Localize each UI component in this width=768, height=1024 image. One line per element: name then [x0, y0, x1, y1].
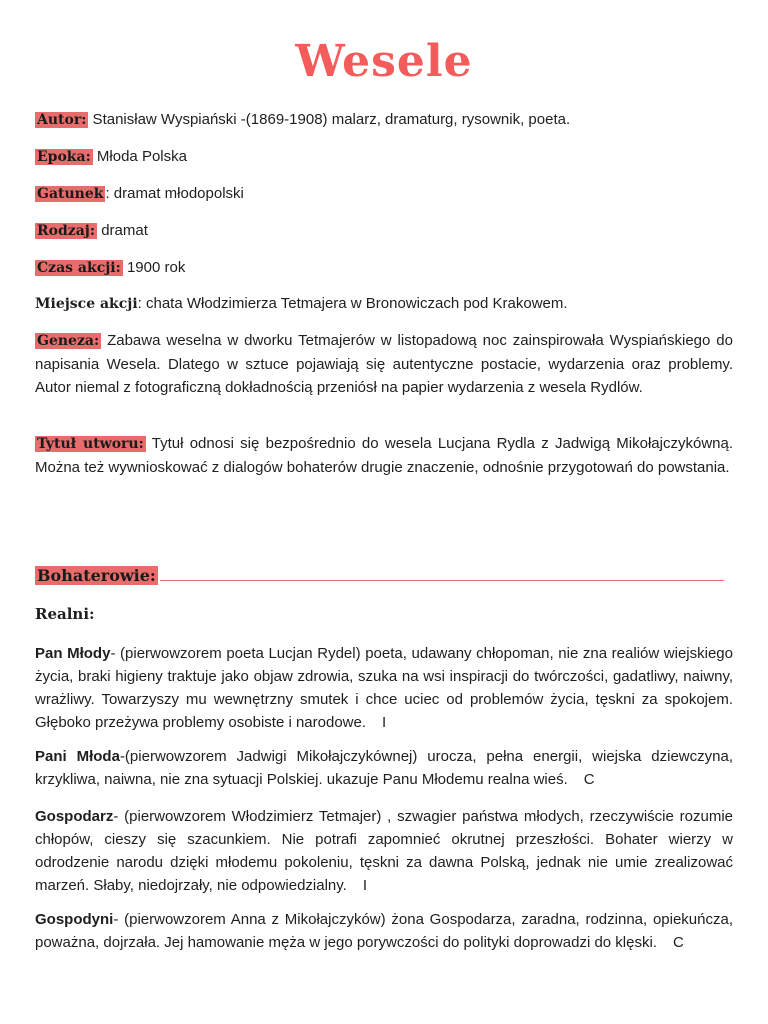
field-geneza — [35, 329, 733, 399]
field-label: Epoka: — [37, 149, 91, 165]
character-mark: I — [362, 877, 368, 894]
character-description: - (pierwowzorem Anna z Mikołajczyków) żona Gospodarza, zaradna, rodzinna, opiekuńcza, poważna, dojrzała. Jej hamowanie męża w jego porywczości do polityki doprowadzi do klęski. — [35, 911, 733, 951]
field-value: Stanisław Wyspiański -(1869-1908) malarz, dramaturg, rysownik, poeta. — [88, 111, 571, 128]
field-value: : dramat młodopolski — [105, 185, 244, 202]
field-value: dramat — [97, 222, 148, 239]
field-label: Geneza: — [37, 333, 100, 349]
field-value: Młoda Polska — [92, 148, 187, 165]
subheading: Realni: — [35, 605, 95, 623]
field-label: Tytuł utworu: — [37, 436, 144, 452]
character-entry — [35, 805, 733, 897]
character-name: Gospodarz — [35, 808, 114, 825]
field-epoka — [35, 145, 733, 169]
field-value: Tytuł odnosi się bezpośrednio do wesela Lucjana Rydla z Jadwigą Mikołajczykówną. Można też wywnioskować z dialogów bohaterów drugie znaczenie, odnośnie przygotowań do powstania. — [35, 435, 733, 476]
character-description: -(pierwowzorem Jadwigi Mikołajczykównej) urocza, pełna energii, wiejska dziewczyna, krzykliwa, naiwna, nie zna sytuacji Polskiej. ukazuje Panu Młodemu realna wieś. — [35, 748, 733, 788]
field-value: : chata Włodzimierza Tetmajera w Bronowiczach pod Krakowem. — [137, 295, 568, 312]
character-name: Pani Młoda — [35, 748, 120, 765]
character-entry — [35, 908, 733, 954]
field-autor — [35, 108, 733, 132]
field-label: Autor: — [37, 112, 87, 128]
field-miejsce-akcji — [35, 292, 733, 316]
section-label: Bohaterowie: — [37, 566, 156, 585]
field-value: 1900 rok — [122, 259, 186, 276]
field-rodzaj — [35, 219, 733, 243]
character-mark: C — [672, 934, 684, 951]
character-name: Pan Młody — [35, 645, 111, 662]
field-label: Rodzaj: — [37, 223, 96, 239]
field-value: Zabawa weselna w dworku Tetmajerów w listopadową noc zainspirowała Wyspiańskiego do napisania Wesela. Dlatego w sztuce pojawiają się autentyczne postacie, wydarzenia oraz problemy. Autor niemal z fotograficzną dokładnością przeniósł na papier wydarzenia z wesela Rydlów. — [35, 332, 733, 396]
field-label: Miejsce akcji — [35, 296, 138, 312]
field-label: Czas akcji: — [37, 260, 121, 276]
character-entry — [35, 642, 733, 734]
field-tytul-utworu — [35, 432, 733, 479]
character-description: - (pierwowzorem Włodzimierz Tetmajer) , szwagier państwa młodych, rzeczywiście rozumie chłopów, cieszy się szacunkiem. Nie potrafi zapomnieć okrutnej przeszłości. Bohater wierzy w odrodzenie narodu dzięki młodemu pokoleniu, tęskni za dawna Polską, jednak nie umie zrealizować marzeń. Słaby, niedojrzały, nie odpowiedzialny. — [35, 808, 733, 894]
section-rule — [160, 580, 724, 581]
character-description: - (pierwowzorem poeta Lucjan Rydel) poeta, udawany chłopoman, nie zna realiów wiejskiego życia, braki higieny traktuje jako objaw zdrowia, szuka na wsi inspiracji do twórczości, gadatliwy, naiwny, wrażliwy. Towarzyszy mu wewnętrzny smutek i chce uciec od problemów życia, tęskni za spokojem. Głęboko przeżywa problemy osobiste i narodowe. — [35, 645, 733, 731]
character-entry — [35, 745, 733, 791]
field-gatunek — [35, 182, 733, 206]
page-title: Wesele — [295, 36, 473, 87]
field-label: Gatunek — [37, 186, 104, 202]
character-mark: I — [382, 714, 387, 731]
field-czas-akcji — [35, 256, 733, 280]
section-heading — [35, 566, 724, 585]
character-name: Gospodyni — [35, 911, 114, 928]
character-mark: C — [583, 771, 595, 788]
